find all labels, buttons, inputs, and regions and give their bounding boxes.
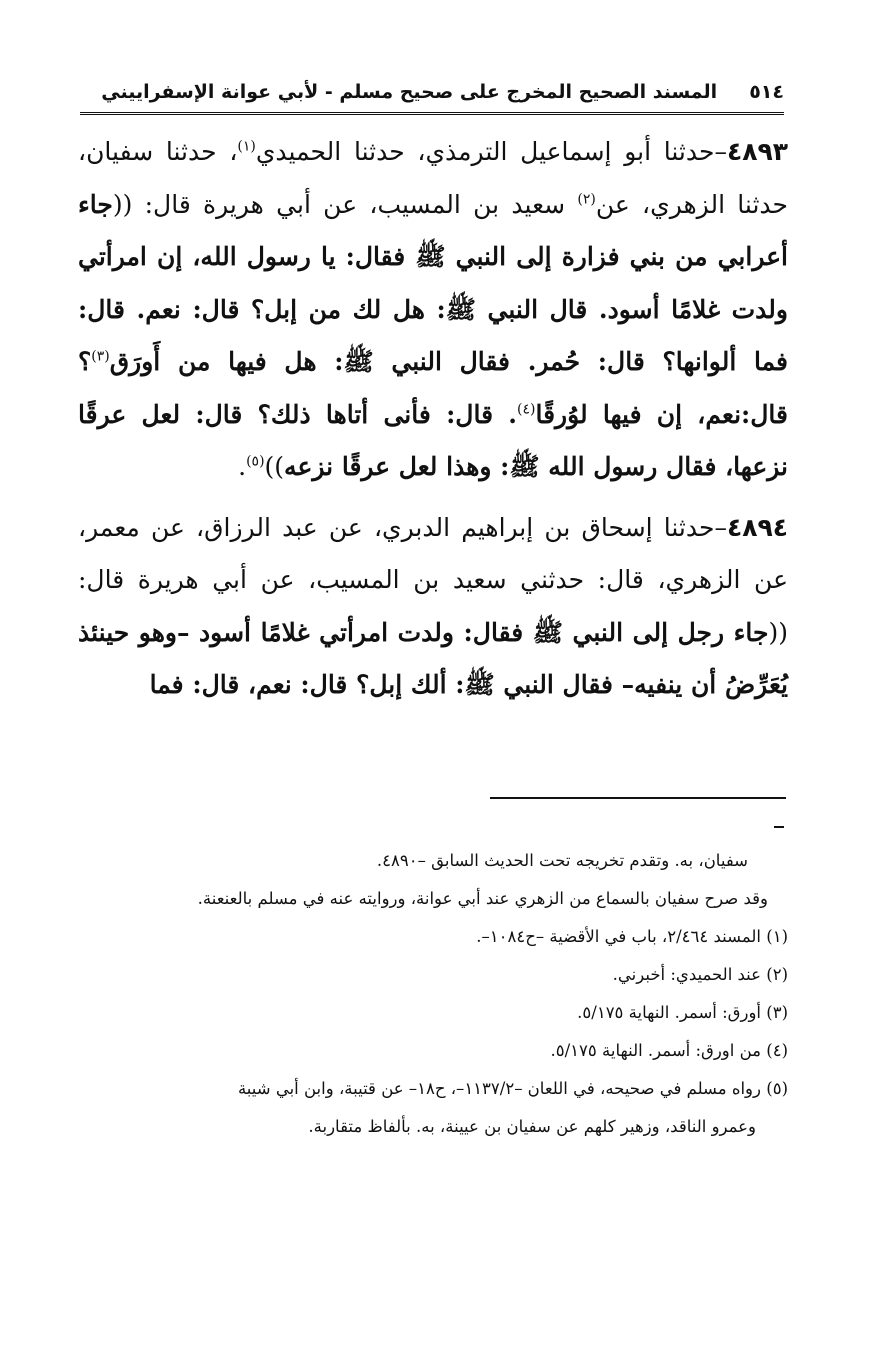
hadith-number: ٤٨٩٤ — [726, 512, 789, 542]
hadith-number: ٤٨٩٣ — [726, 137, 788, 166]
footnote-ref-4[interactable]: (٤) — [517, 401, 536, 418]
footnote-3: (٣) أورق: أسمر. النهاية ٥/١٧٥. — [577, 1003, 788, 1022]
footnotes — [78, 842, 788, 1146]
footnote-continuation-2: وقد صرح سفيان بالسماع من الزهري عند أبي عوانة، وروايته عنه في مسلم بالعنعنة. — [197, 889, 768, 908]
footnote-continuation-1: سفيان، به. وتقدم تخريجه تحت الحديث السابق –٤٨٩٠. — [376, 851, 748, 870]
isnad-part-1: –حدثنا أبو إسماعيل الترمذي، حدثنا الحميدي — [255, 137, 727, 166]
book-title: المسند الصحيح المخرج على صحيح مسلم - لأبي عوانة الإسفراييني — [101, 81, 718, 103]
footnote-1: (١) المسند ٢/٤٦٤، باب في الأقضية –ح١٠٨٤–. — [476, 927, 788, 946]
footnote-ref-1[interactable]: (١) — [237, 138, 256, 155]
footnote-ref-2[interactable]: (٢) — [577, 191, 596, 208]
running-header — [80, 72, 784, 115]
footnote-4: (٤) من اورق: أسمر. النهاية ٥/١٧٥. — [550, 1041, 788, 1060]
footnote-ref-5[interactable]: (٥) — [246, 453, 265, 470]
footnote-ref-3[interactable]: (٣) — [91, 348, 110, 365]
isnad-part-3: سعيد بن المسيب، عن أبي هريرة قال: (( — [112, 189, 578, 219]
footnote-2: (٢) عند الحميدي: أخبرني. — [612, 965, 788, 984]
footnote-separator — [490, 797, 786, 799]
quote-close: )) — [264, 452, 285, 481]
isnad-part-2: ، حدثنا سفيان، حدثنا الزهري، عن — [78, 137, 788, 219]
isnad-part-1: –حدثنا إسحاق بن إبراهيم الدبري، عن عبد الرزاق، عن معمر، عن الزهري، قال: حدثني سعيد بن المسيب، عن أبي هريرة قال: (( — [78, 512, 788, 647]
page-number: ٥١٤ — [749, 81, 784, 103]
matn-part-2: ؟ قال:نعم، إن فيها لوُرقًا — [78, 347, 788, 429]
matn-part-1: جاء أعرابي من بني فزارة إلى النبي ﷺ فقال: يا رسول الله، إن امرأتي ولدت غلامًا أسود. قال النبي ﷺ: هل لك من إبل؟ قال: نعم. قال: فما ألوانها؟ قال: حُمر. فقال النبي ﷺ: هل فيها من أَورَق — [78, 189, 788, 376]
matn-part-1: جاء رجل إلى النبي ﷺ فقال: ولدت امرأتي غلامًا أسود –وهو حينئذ يُعَرِّضُ أن ينفيه– فقال النبي ﷺ: ألك إبل؟ قال: نعم، قال: فما — [78, 617, 788, 699]
continuation-mark — [774, 826, 784, 828]
hadith-4894 — [78, 502, 788, 712]
main-text — [78, 126, 788, 720]
hadith-4893 — [78, 126, 788, 494]
sentence-end: . — [238, 452, 247, 481]
footnote-5: (٥) رواه مسلم في صحيحه، في اللعان –١١٣٧/٢–، ح١٨– عن قتيبة، وابن أبي شيبة — [237, 1079, 788, 1098]
footnote-5-continued: وعمرو الناقد، وزهير كلهم عن سفيان بن عيينة، به. بألفاظ متقاربة. — [308, 1117, 756, 1136]
matn-part-3: . قال: فأنى أتاها ذلك؟ قال: لعل عرقًا نزعها، فقال رسول الله ﷺ: وهذا لعل عرقًا نزعه — [78, 399, 788, 481]
